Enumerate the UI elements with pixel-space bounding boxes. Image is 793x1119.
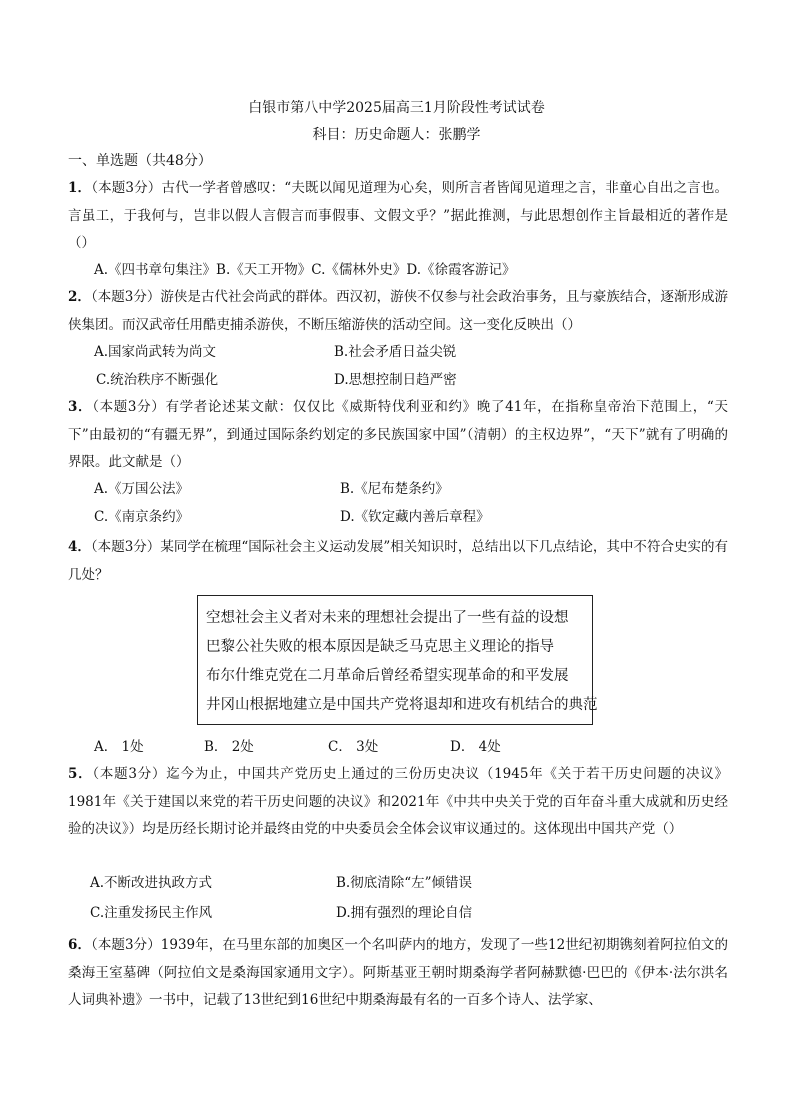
question-text: （本题3分）1939年，在马里东部的加奥区一个名叫萨内的地方，发现了一些12世纪初期镌刻着阿拉伯文的桑海王室墓碑（阿拉伯文是桑海国家通用文字）。阿斯基亚王朝时期桑海学者阿赫默德·巴巴的《伊本·法尔洪名人词典补遗》一书中，记载了13世纪到16世纪中期桑海最有名的一百多个诗人、法学家、 bbox=[68, 937, 728, 1008]
option-d: D.拥有强烈的理论自信 bbox=[336, 905, 473, 921]
option-a: A.国家尚武转为尚文 bbox=[94, 344, 217, 360]
option-c: C． 3处 bbox=[328, 739, 379, 755]
question-text: （本题3分）游侠是古代社会尚武的群体。西汉初，游侠不仅参与社会政治事务，且与豪族结合，逐渐形成游侠集团。而汉武帝任用酷吏捕杀游侠，不断压缩游侠的活动空间。这一变化反映出（） bbox=[68, 289, 728, 333]
option-b: B.彻底清除“左”倾错误 bbox=[336, 875, 473, 891]
question-5 bbox=[68, 761, 728, 844]
statement-1: 空想社会主义者对未来的理想社会提出了一些有益的设想 bbox=[206, 610, 569, 626]
question-number: 6． bbox=[68, 937, 92, 953]
option-d: D.思想控制日趋严密 bbox=[334, 372, 457, 388]
option-d: D.《钦定藏内善后章程》 bbox=[340, 509, 490, 525]
statement-2: 巴黎公社失败的根本原因是缺乏马克思主义理论的指导 bbox=[206, 639, 554, 655]
option-b: B． 2处 bbox=[204, 739, 254, 755]
question-3 bbox=[68, 394, 728, 477]
question-number: 3． bbox=[68, 399, 93, 415]
question-text: （本题3分）某同学在梳理“国际社会主义运动发展”相关知识时，总结出以下几点结论，其中不符合史实的有几处？ bbox=[68, 539, 728, 583]
section-heading: 一、单选题（共48分） bbox=[68, 153, 212, 169]
option-c: C.注重发扬民主作风 bbox=[90, 905, 213, 921]
question-text: （本题3分）迄今为止，中国共产党历史上通过的三份历史决议（1945年《关于若干历史问题的决议》1981年《关于建国以来党的若干历史问题的决议》和2021年《中共中央关于党的百年奋斗重大成就和历史经验的决议》）均是历经长期讨论并最终由党的中央委员会全体会议审议通过的。这体现出中国共产党（） bbox=[68, 766, 728, 837]
question-text: （本题3分）有学者论述某文献：仅仅比《威斯特伐利亚和约》晚了41年，在指称皇帝治下范围上，“天下”由最初的“有疆无界”，到通过国际条约划定的多民族国家中国”（清朝）的主权边界”，“天下”就有了明确的界限。此文献是（） bbox=[68, 399, 728, 470]
option-c: C.统治秩序不断强化 bbox=[96, 372, 219, 388]
statement-3: 布尔什维克党在二月革命后曾经希望实现革命的和平发展 bbox=[206, 668, 569, 684]
question-4 bbox=[68, 534, 728, 589]
option-a: A.不断改进执政方式 bbox=[90, 875, 213, 891]
question-number: 1． bbox=[68, 180, 92, 196]
option-a: A.《万国公法》 bbox=[94, 481, 190, 497]
option-c: C.《南京条约》 bbox=[94, 509, 190, 525]
option-d: D． 4处 bbox=[450, 739, 501, 755]
question-number: 2． bbox=[68, 289, 91, 305]
question-2 bbox=[68, 284, 728, 339]
exam-title: 白银市第八中学2025届高三1月阶段性考试试卷 bbox=[248, 100, 545, 116]
question-number: 4． bbox=[68, 539, 91, 555]
question-6 bbox=[68, 932, 728, 1015]
option-b: B.社会矛盾日益尖锐 bbox=[334, 344, 457, 360]
question-1 bbox=[68, 175, 728, 258]
question-number: 5． bbox=[68, 766, 93, 782]
option-b: B.《尼布楚条约》 bbox=[340, 481, 449, 497]
option-row: A.《四书章句集注》B.《天工开物》C.《儒林外史》D.《徐霞客游记》 bbox=[94, 262, 516, 278]
exam-subject-line: 科目：历史命题人：张鹏学 bbox=[312, 127, 481, 143]
question-text: （本题3分）古代一学者曾感叹：“夫既以闻见道理为心矣，则所言者皆闻见道理之言，非童心自出之言也。言虽工，于我何与，岂非以假人言假言而事假事、文假文乎？”据此推测，与此思想创作主旨最相近的著作是（） bbox=[68, 180, 728, 251]
statement-4: 井冈山根据地建立是中国共产党将退却和进攻有机结合的典范 bbox=[206, 697, 598, 713]
statements-box bbox=[197, 595, 598, 725]
option-a: A． 1处 bbox=[94, 739, 144, 755]
